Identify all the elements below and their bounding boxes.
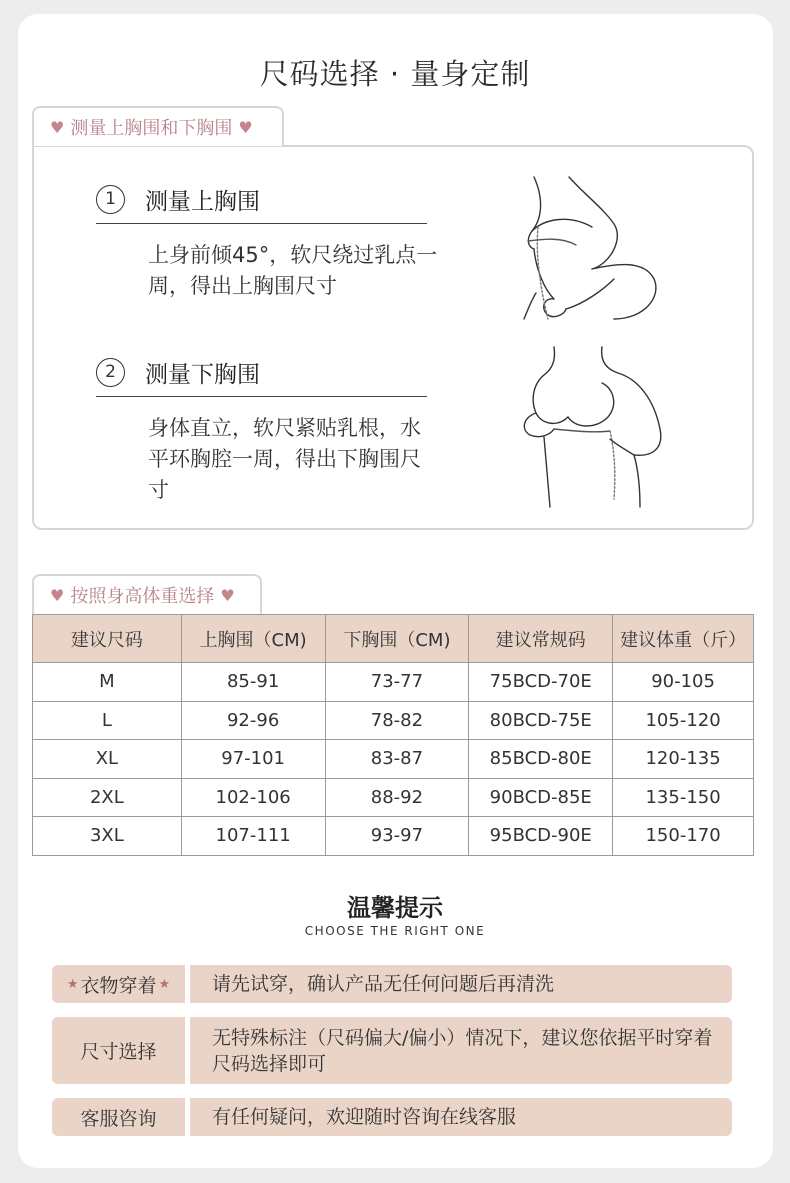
step-upper-bust <box>96 179 438 302</box>
star-icon: ★ <box>66 976 79 992</box>
table-cell: 78-82 <box>325 701 469 740</box>
column-header: 建议体重（斤） <box>613 615 754 663</box>
step-title: 测量上胸围 <box>145 188 260 215</box>
table-cell: 73-77 <box>325 663 469 702</box>
column-header: 下胸围（CM) <box>325 615 469 663</box>
table-cell: 90BCD-85E <box>469 778 613 817</box>
tab-label: 按照身高体重选择 <box>70 586 215 607</box>
star-icon: ★ <box>158 976 171 992</box>
table-row <box>33 701 754 740</box>
tip-key <box>52 1098 185 1136</box>
table-cell: 85-91 <box>181 663 325 702</box>
table-cell: 2XL <box>33 778 182 817</box>
tip-row-service <box>52 1098 732 1136</box>
table-cell: 90-105 <box>613 663 754 702</box>
table-cell: XL <box>33 740 182 779</box>
table-cell: 75BCD-70E <box>469 663 613 702</box>
size-chart-table <box>32 614 754 856</box>
tip-value: 无特殊标注（尺码偏大/偏小）情况下，建议您依据平时穿着尺码选择即可 <box>190 1017 732 1084</box>
column-header: 上胸围（CM) <box>181 615 325 663</box>
step-number: 2 <box>96 358 125 387</box>
tip-key-label: 衣物穿着 <box>80 974 157 997</box>
table-cell: 97-101 <box>181 740 325 779</box>
table-cell: 93-97 <box>325 817 469 856</box>
table-cell: 92-96 <box>181 701 325 740</box>
table-cell: 102-106 <box>181 778 325 817</box>
table-cell: M <box>33 663 182 702</box>
tip-key-label: 客服咨询 <box>80 1107 157 1130</box>
page-title: 尺码选择 · 量身定制 <box>259 57 531 91</box>
tab-label: 测量上胸围和下胸围 <box>70 118 233 139</box>
step-description: 身体直立，软尺紧贴乳根，水平环胸腔一周，得出下胸围尺寸 <box>148 416 421 502</box>
heart-icon: ♥ <box>50 585 65 605</box>
tab-size-by-weight <box>32 574 262 614</box>
table-cell: 107-111 <box>181 817 325 856</box>
table-cell: 105-120 <box>613 701 754 740</box>
table-cell: 150-170 <box>613 817 754 856</box>
measure-instructions-panel <box>32 145 754 530</box>
table-cell: 85BCD-80E <box>469 740 613 779</box>
step-under-bust <box>96 352 438 506</box>
under-bust-illustration <box>514 339 664 509</box>
tip-key <box>52 965 185 1003</box>
tip-key <box>52 1017 185 1084</box>
table-cell: 120-135 <box>613 740 754 779</box>
heart-icon: ♥ <box>220 585 235 605</box>
step-title: 测量下胸围 <box>145 361 260 388</box>
tip-key-label: 尺寸选择 <box>80 1041 157 1063</box>
column-header: 建议常规码 <box>469 615 613 663</box>
tip-row-clothing <box>52 965 732 1003</box>
tab-measure-bust <box>32 106 284 146</box>
table-header-row <box>33 615 754 663</box>
table-row <box>33 740 754 779</box>
table-cell: 95BCD-90E <box>469 817 613 856</box>
heart-icon: ♥ <box>50 117 65 137</box>
table-cell: 135-150 <box>613 778 754 817</box>
table-row <box>33 817 754 856</box>
table-row <box>33 778 754 817</box>
tip-row-size <box>52 1017 732 1084</box>
tips-title: 温馨提示 <box>347 894 443 922</box>
heart-icon: ♥ <box>238 117 253 137</box>
tips-subtitle: CHOOSE THE RIGHT ONE <box>304 924 486 938</box>
upper-bust-illustration <box>514 169 664 329</box>
table-row <box>33 663 754 702</box>
table-cell: 83-87 <box>325 740 469 779</box>
table-cell: 80BCD-75E <box>469 701 613 740</box>
table-cell: 3XL <box>33 817 182 856</box>
divider <box>96 223 427 224</box>
tip-value: 请先试穿，确认产品无任何问题后再清洗 <box>190 965 732 1003</box>
divider <box>96 396 427 397</box>
tip-value: 有任何疑问，欢迎随时咨询在线客服 <box>190 1098 732 1136</box>
column-header: 建议尺码 <box>33 615 182 663</box>
step-description: 上身前倾45°，软尺绕过乳点一周，得出上胸围尺寸 <box>148 243 438 298</box>
table-cell: 88-92 <box>325 778 469 817</box>
step-number: 1 <box>96 185 125 214</box>
table-cell: L <box>33 701 182 740</box>
